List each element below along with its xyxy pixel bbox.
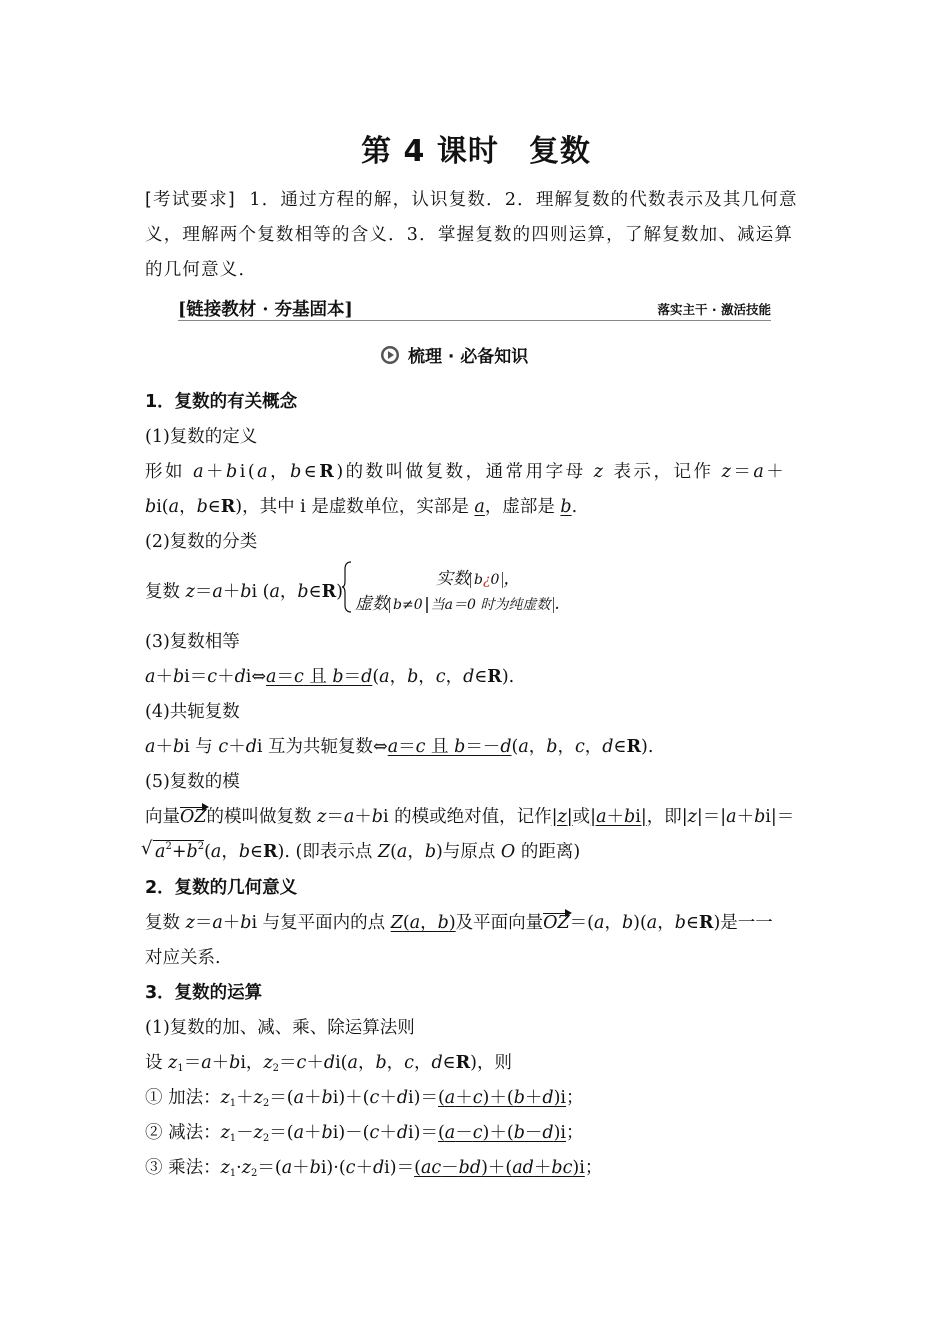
class-title: (2)复数的分类 bbox=[145, 532, 258, 552]
brace bbox=[342, 561, 352, 613]
rules-title: (1)复数的加、减、乘、除运算法则 bbox=[145, 1018, 415, 1038]
requirements-text: 1．通过方程的解，认识复数．2．理解复数的代数表示及其几何意义，理解两个复数相等的含义．3．掌握复数的四则运算，了解复数加、减运算的几何意义． bbox=[145, 190, 798, 280]
section-2-heading: 2．复数的几何意义 bbox=[145, 878, 298, 898]
geo-line-1: 复数 z＝a＋bi 与复平面内的点 Z(a，b)及平面向量OZ＝(a，b)(a，b∈R)是一一 bbox=[145, 913, 773, 933]
conj-title: (4)共轭复数 bbox=[145, 702, 240, 722]
rule-sub-label: ② 减法： bbox=[145, 1123, 221, 1143]
title-topic: 复数 bbox=[528, 134, 591, 169]
rule-add-label: ① 加法： bbox=[145, 1088, 221, 1108]
def-line-2: bi(a，b∈R)，其中 i 是虚数单位，实部是 a，虚部是 b. bbox=[145, 497, 578, 517]
exam-requirements bbox=[145, 183, 807, 288]
def-line-1: 形如 a＋bi(a，b∈R)的数叫做复数，通常用字母 z 表示，记作 z＝a＋ bbox=[145, 462, 787, 482]
rule-sub: ② 减法：$z_1-z_2=(a+bi)-(c+di)=(a-c)+(b-d)i$； bbox=[145, 1123, 584, 1144]
sub-heading-text: 梳理 · 必备知识 bbox=[408, 347, 529, 367]
section-bar-right: 落实主干 · 激活技能 bbox=[657, 302, 771, 317]
requirements-label: [考试要求] bbox=[145, 190, 236, 210]
page-title bbox=[145, 126, 807, 170]
class-real: 实数 b¿0 ， bbox=[436, 569, 521, 589]
play-circle-icon bbox=[380, 345, 400, 365]
class-pure-text: 当a＝0 时为纯虚数 bbox=[427, 597, 555, 613]
section-bar-left: [链接教材 · 夯基固本] bbox=[178, 300, 353, 320]
mod-title: (5)复数的模 bbox=[145, 772, 240, 792]
section-1-heading: 1．复数的有关概念 bbox=[145, 392, 298, 412]
rules-setup: 设 $z_1=a+bi$，$z_2=c+di(a$，b，c，d∈R)，则 bbox=[145, 1053, 512, 1074]
sub-heading bbox=[380, 342, 528, 367]
mod-line-1: 向量OZ的模叫做复数 z＝a＋bi 的模或绝对值，记作|z|或|a＋bi|，即|z|＝|a＋bi|＝ bbox=[145, 807, 795, 827]
section-3-heading: 3．复数的运算 bbox=[145, 983, 263, 1003]
mod-line-2: √ $a^2+b^2(a$，b∈R). (即表示点 Z(a，b)与原点 O 的距离) bbox=[145, 838, 580, 863]
conj-line: a＋bi 与 c＋di 互为共轭复数⇔a＝c 且 b＝－d(a，b，c，d∈R). bbox=[145, 737, 654, 757]
class-real-text: 实数 bbox=[436, 569, 470, 589]
title-lesson: 第 4 课时 bbox=[361, 134, 499, 169]
rule-add: ① 加法：$z_1+z_2=(a+bi)+(c+di)=(a+c)+(b+d)i$； bbox=[145, 1088, 584, 1109]
geo-line-2: 对应关系. bbox=[145, 948, 221, 968]
def-title: (1)复数的定义 bbox=[145, 427, 258, 447]
class-lead: 复数 z＝a＋bi (a，b∈R) bbox=[145, 582, 343, 602]
rule-mul-label: ③ 乘法： bbox=[145, 1158, 221, 1178]
eq-line: a＋bi＝c＋di⇔a＝c 且 b＝d(a，b，c，d∈R). bbox=[145, 667, 515, 687]
class-lead-text: 复数 bbox=[145, 582, 180, 602]
section-bar bbox=[178, 296, 771, 321]
class-imag-text: 虚数 bbox=[355, 594, 389, 614]
class-imag: 虚数 b≠0 当a＝0 时为纯虚数 . bbox=[355, 594, 560, 614]
eq-title: (3)复数相等 bbox=[145, 632, 240, 652]
rule-mul: ③ 乘法：$z_1\cdot z_2=(a+bi)\cdot(c+di)=(ac-bd)+(ad+bc)i$； bbox=[145, 1158, 603, 1179]
